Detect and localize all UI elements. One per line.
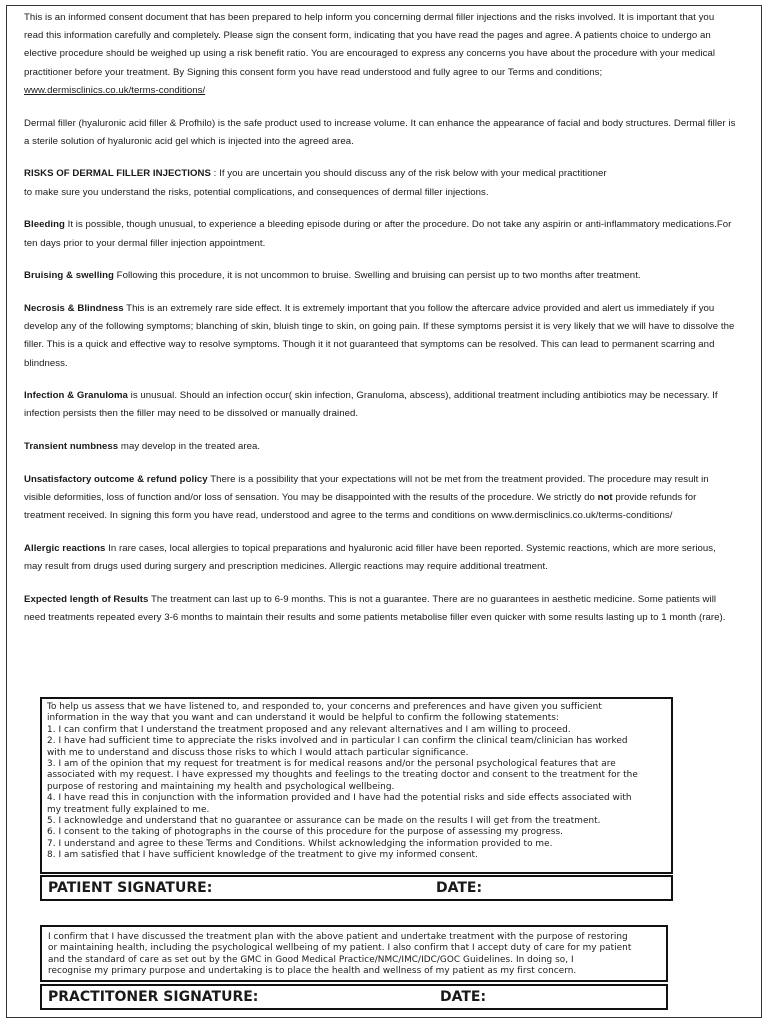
ack-line: 8. I am satisfied that I have sufficient knowledge of the treatment to give my informed consent. <box>47 850 478 861</box>
ack-line: my treatment fully explained to me. <box>47 804 210 815</box>
risk-infection: Infection & Granuloma is unusual. Should an infection occur( skin infection, Granuloma, abscess), additional treatment including antibiotics may be necessary. If infection persists then the filler may need to be dissolved or manually drained. <box>24 390 718 420</box>
consent-document-body <box>24 9 736 642</box>
allergic-reactions: Allergic reactions In rare cases, local allergies to topical preparations and hyaluronic acid filler have been reported. Systemic reactions, which are more serious, may result from drugs used during surgery and prescription medicines. Allergic reactions may require additional treatment. <box>24 542 716 573</box>
ack-line: 1. I can confirm that I understand the treatment proposed and any relevant alternatives and I am willing to proceed. <box>47 724 571 735</box>
ack-line: information in the way that you want and can understand it would be helpful to confirm the following statements: <box>47 713 559 724</box>
ack-line: To help us assess that we have listened to, and responded to, your concerns and preferences and have given you sufficient <box>47 702 602 712</box>
practitioner-statement-box <box>40 925 668 982</box>
practitioner-line: I confirm that I have discussed the treatment plan with the above patient and undertake treatment with the purpose of restoring <box>48 932 628 942</box>
risk-numbness: Transient numbness may develop in the treated area. <box>24 441 261 453</box>
ack-line: 3. I am of the opinion that my request for treatment is for medical reasons and/or the personal psychological features that are <box>47 759 616 770</box>
terms-link[interactable]: www.dermisclinics.co.uk/terms-conditions/ <box>24 84 206 96</box>
practitioner-signature-field[interactable] <box>40 984 668 1010</box>
product-paragraph: Dermal filler (hyaluronic acid filler & Profhilo) is the safe product used to increase volume. It can enhance the appearance of facial and body structures. Dermal filler is a sterile solution of hyaluronic acid gel which is injected into the agreed area. <box>24 117 736 147</box>
practitioner-line: or maintaining health, including the psychological wellbeing of my patient. I also confirm that I accept duty of care for my patient <box>48 943 632 954</box>
intro-paragraph: This is an informed consent document that has been prepared to help inform you concerning dermal filler injections and the risks involved. It is important that you read this information carefully and completely. Please sign the consent form, indicating that you have read the pages and agree. A patients choice to undergo an elective procedure should be weighed up using a risk benefit ratio. You are encouraged to express any concerns you have about the procedure with your medical practitioner before your treatment. By Signing this consent form you have read understood and fully agree to our Terms and conditions; www.dermisclinics.co.uk/terms-conditions/ <box>24 12 716 96</box>
risks-heading: RISKS OF DERMAL FILLER INJECTIONS <box>24 168 211 180</box>
expected-results: Expected length of Results The treatment can last up to 6-9 months. This is not a guarantee. There are no guarantees in aesthetic medicine. Some patients will need treatments repeated every 3-6 months to maintain their results and some patients metabolise filler even quicker with some results lasting up to 1 month (rare). <box>24 593 726 624</box>
risk-necrosis: Necrosis & Blindness This is an extremely rare side effect. It is extremely important that you follow the aftercare advice provided and alert us immediately if you develop any of the following symptoms; blanching of skin, bluish tinge to skin, on going pain. If these symptoms persist it is very likely that we will have to dissolve the filler. This is a quick and effective way to resolve symptoms. Though it it not guaranteed that symptoms can be resolved. This can lead to permanent scarring and blindness. <box>24 302 735 369</box>
patient-date-label: DATE: <box>436 880 483 896</box>
refund-policy: Unsatisfactory outcome & refund policy There is a possibility that your expectations will not be met from the treatment provided. The procedure may result in visible deformities, loss of function and/or loss of sensation. You may be disappointed with the results of the procedure. We strictly do not provide refunds for treatment received. In signing this form you have read, understood and agree to the terms and conditions on www.dermisclinics.co.uk/terms-conditions/ <box>24 473 709 522</box>
patient-signature-label: PATIENT SIGNATURE: <box>48 880 213 896</box>
practitioner-line: and the standard of care as set out by the GMC in Good Medical Practice/NMC/IMC/IDC/GOC Guidelines. In doing so, I <box>48 954 574 965</box>
ack-line: 6. I consent to the taking of photographs in the course of this procedure for the purpose of assessing my progress. <box>47 827 564 838</box>
ack-line: 7. I understand and agree to these Terms and Conditions. Whilst acknowledging the information provided to me. <box>47 838 553 849</box>
patient-signature-field[interactable] <box>40 875 673 901</box>
practitioner-line: recognise my primary purpose and undertaking is to place the health and wellness of my patient as my first concern. <box>48 966 577 977</box>
ack-line: associated with my request. I have expressed my thoughts and feelings to the treating doctor and consent to the treatment for the <box>47 770 638 781</box>
ack-line: 4. I have read this in conjunction with the information provided and I have had the potential risks and side effects associated with <box>47 793 632 804</box>
acknowledgement-box <box>40 697 673 874</box>
risk-bleeding: Bleeding It is possible, though unusual, to experience a bleeding episode during or after the procedure. Do not take any aspirin or anti-inflammatory medications.For ten days prior to your dermal filler injection appointment. <box>24 219 732 249</box>
ack-line: 2. I have had sufficient time to appreciate the risks involved and in particular I can confirm the clinical team/clinician has worked <box>47 736 628 747</box>
risks-intro-paragraph: RISKS OF DERMAL FILLER INJECTIONS : If you are uncertain you should discuss any of the risk below with your medical practitioner to make sure you understand the risks, potential complications, and consequences of dermal filler injections. <box>24 168 607 198</box>
practitioner-date-label: DATE: <box>440 989 487 1005</box>
ack-line: with me to understand and discuss those risks to which I would attach particular significance. <box>47 747 469 758</box>
practitioner-signature-label: PRACTITONER SIGNATURE: <box>48 989 259 1005</box>
ack-line: 5. I acknowledge and understand that no guarantee or assurance can be made on the results I will get from the treatment. <box>47 816 601 827</box>
ack-line: purpose of restoring and maintaining my health and psychological wellbeing. <box>47 781 395 792</box>
risk-bruising: Bruising & swelling Following this procedure, it is not uncommon to bruise. Swelling and bruising can persist up to two months after treatment. <box>24 270 641 282</box>
